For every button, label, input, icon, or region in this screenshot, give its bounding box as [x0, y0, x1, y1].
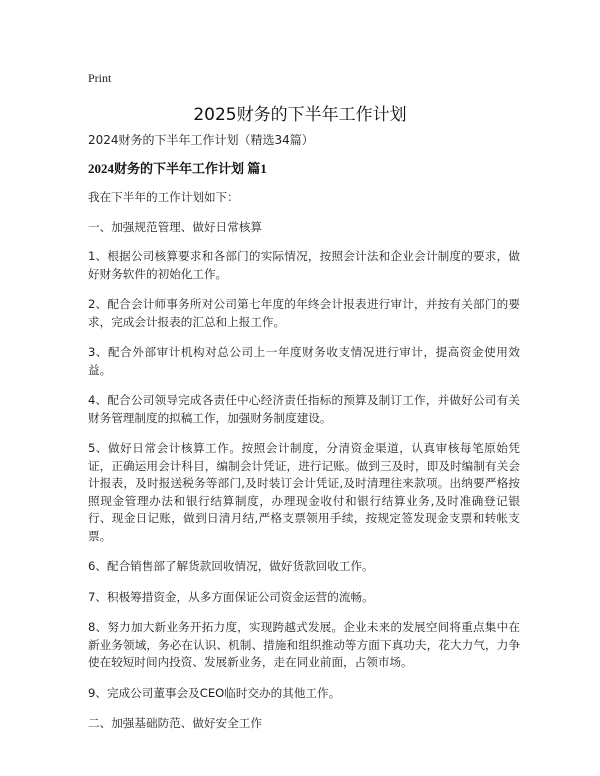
- article-body: [88, 131, 520, 746]
- paragraph-item-5: 5、做好日常会计核算工作。按照会计制度，分清资金渠道，认真审核每笔原始凭证，正确运用会计科目，编制会计凭证，进行记账。做到三及时，即及时编制有关会计报表，及时报送税务等部门,及时装订会计凭证,及时清理往来款项。出纳要严格按照现金管理办法和银行结算制度，办理现金收付和银行结算业务,及时准确登记银行、现金日记账，做到日清月结,严格支票领用手续，按规定签发现金支票和转帐支票。: [88, 441, 520, 543]
- paragraph-item-6: 6、配合销售部了解货款回收情况，做好货款回收工作。: [88, 559, 374, 573]
- page-title: 2025财务的下半年工作计划: [193, 105, 407, 125]
- paragraph-item-9: 9、完成公司董事会及CEO临时交办的其他工作。: [88, 685, 341, 700]
- paragraph-intro: 我在下半年的工作计划如下：: [88, 190, 239, 204]
- paragraph-item-7: 7、积极筹措资金，从多方面保证公司资金运营的流畅。: [88, 589, 374, 604]
- paragraph-item-3: 3、配合外部审计机构对总公司上一年度财务收支情况进行审计，提高资金使用效益。: [88, 345, 520, 377]
- article-subtitle: 2024财务的下半年工作计划（精选34篇）: [88, 133, 314, 147]
- section-heading: 2024财务的下半年工作计划 篇1: [88, 161, 267, 176]
- print-link[interactable]: Print: [88, 71, 112, 85]
- paragraph-heading-2: 二、加强基础防范、做好安全工作: [88, 716, 262, 730]
- paragraph-item-8: 8、努力加大新业务开拓力度，实现跨越式发展。企业未来的发展空间将重点集中在新业务领域，务必在认识、机制、措施和组织推动等方面下真功夫，花大力气，力争使在较短时间内投资、发展新业务，走在同业前面，占领市场。: [88, 620, 520, 669]
- paragraph-item-4: 4、配合公司领导完成各责任中心经济责任指标的预算及制订工作，并做好公司有关财务管理制度的拟稿工作，加强财务制度建设。: [88, 393, 520, 425]
- paragraph-item-2: 2、配合会计师事务所对公司第七年度的年终会计报表进行审计，并按有关部门的要求，完成会计报表的汇总和上报工作。: [88, 297, 520, 329]
- paragraph-heading-1: 一、加强规范管理、做好日常核算: [88, 219, 262, 234]
- paragraph-item-1: 1、根据公司核算要求和各部门的实际情况，按照会计法和企业会计制度的要求，做好财务软件的初始化工作。: [88, 249, 520, 281]
